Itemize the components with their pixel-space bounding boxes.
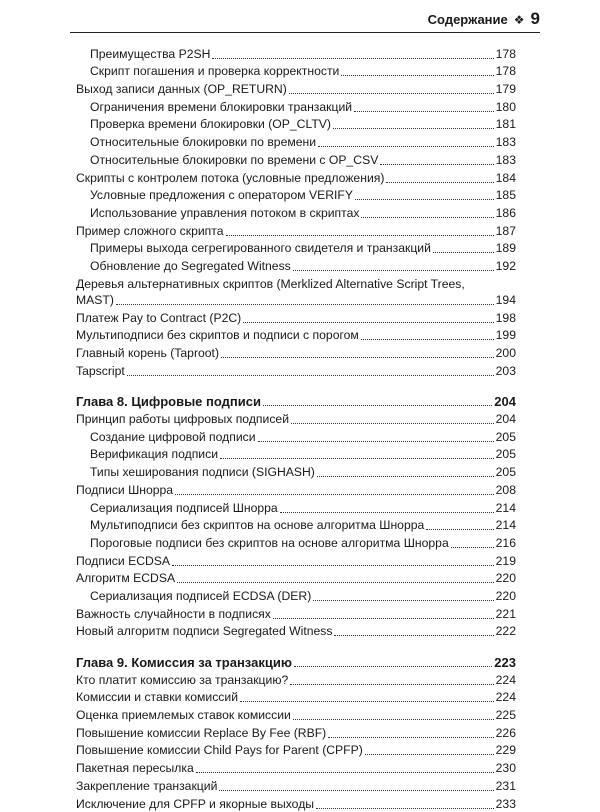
leader-dots (313, 600, 493, 601)
leader-dots (221, 357, 494, 358)
toc-entry-page: 229 (495, 743, 516, 758)
toc-entry-title: Повышение комиссии Child Pays for Parent (CPFP) (76, 743, 363, 758)
toc-entry[interactable] (76, 586, 516, 604)
toc-entry[interactable] (76, 688, 516, 706)
toc-entry-title: Пакетная пересылка (76, 761, 194, 776)
toc-entry-page: 181 (495, 117, 516, 132)
leader-dots (177, 582, 494, 583)
toc-entry-page: 178 (495, 46, 516, 61)
toc-entry[interactable] (76, 723, 516, 741)
toc-entry[interactable] (76, 776, 516, 794)
toc-entry-title: Мультиподписи без скриптов на основе алгоритма Шнорра (90, 518, 425, 533)
leader-dots (433, 252, 494, 253)
leader-dots (280, 512, 494, 513)
toc-entry[interactable] (76, 326, 516, 344)
leader-dots (426, 529, 493, 530)
leader-dots (240, 701, 494, 702)
leader-dots (355, 199, 494, 200)
leader-dots (273, 618, 494, 619)
toc-entry-title: Оценка приемлемых ставок комиссии (76, 708, 291, 723)
toc-entry-page: 200 (495, 346, 516, 360)
toc-entry[interactable] (76, 758, 516, 776)
toc-entry-page: 204 (494, 394, 516, 410)
toc-entry-title: Подписи Шнорра (76, 482, 174, 497)
toc-entry-page: 231 (495, 778, 516, 793)
leader-dots (291, 423, 494, 424)
toc-entry-title: Проверка времени блокировки (OP_CLTV) (90, 117, 331, 132)
toc-entry-title: Использование управления потоком в скриптах (90, 205, 360, 220)
toc-entry-page: 178 (495, 64, 516, 79)
toc-entry[interactable] (76, 62, 516, 80)
toc-entry-page: 203 (495, 363, 516, 378)
toc-entry-title: Комиссии и ставки комиссий (76, 690, 239, 705)
toc-entry-title: Относительные блокировки по времени с OP_CSV (90, 152, 379, 167)
leader-dots (220, 458, 494, 459)
toc-entry-page: 192 (495, 258, 516, 273)
toc-entry-page: 185 (495, 188, 516, 203)
leader-dots (219, 790, 493, 791)
leader-dots (293, 270, 494, 271)
toc-entry-title: Подписи ECDSA (76, 553, 171, 568)
toc-entry-title: Условные предложения с оператором VERIFY (90, 188, 354, 203)
toc-entry[interactable] (76, 604, 516, 622)
leader-dots (316, 808, 494, 809)
toc-entry[interactable] (76, 670, 516, 688)
leader-dots (318, 146, 494, 147)
toc-entry-title: Верификация подписи (90, 447, 219, 462)
toc-entry[interactable] (76, 239, 516, 257)
toc-entry-title: Повышение комиссии Replace By Fee (RBF) (76, 725, 327, 740)
leader-dots (127, 375, 494, 376)
table-of-contents (76, 44, 516, 812)
toc-entry-title: Платеж Pay to Contract (P2C) (76, 310, 242, 325)
toc-entry-page: 180 (495, 99, 516, 114)
toc-entry-title: Закрепление транзакций (76, 778, 218, 793)
toc-entry-page: 199 (495, 328, 516, 343)
leader-dots (361, 339, 494, 340)
toc-entry-title: Новый алгоритм подписи Segregated Witness (76, 624, 333, 639)
toc-entry[interactable] (76, 115, 516, 133)
chapter-gap (76, 639, 516, 652)
toc-entry[interactable] (76, 569, 516, 587)
toc-entry-title: Создание цифровой подписи (90, 429, 256, 444)
toc-entry-title: Типы хеширования подписи (SIGHASH) (90, 465, 315, 480)
header-title: Содержание (427, 12, 508, 27)
leader-dots (172, 565, 494, 566)
toc-entry[interactable] (76, 516, 516, 534)
leader-dots (212, 58, 493, 59)
toc-entry-page: 187 (495, 223, 516, 238)
toc-entry[interactable] (76, 794, 516, 812)
toc-entry-title: Ограничения времени блокировки транзакций (90, 99, 353, 114)
toc-entry-page: 222 (495, 624, 516, 639)
toc-entry-page: 183 (495, 152, 516, 167)
header-ornament-icon: ❖ (513, 13, 525, 27)
toc-entry-title-cont: MAST) (76, 292, 114, 307)
toc-entry-page: 179 (495, 82, 516, 97)
toc-entry-page: 223 (494, 655, 516, 670)
toc-entry-title: Скрипт погашения и проверка корректности (90, 64, 340, 79)
toc-entry-title: Деревья альтернативных скриптов (Merklized Alternative Script Trees, (76, 276, 465, 291)
toc-entry[interactable] (76, 427, 516, 445)
leader-dots (386, 182, 493, 183)
toc-entry-page: 183 (495, 135, 516, 150)
toc-entry-title: Сериализация подписей Шнорра (90, 500, 278, 515)
toc-entry-title: Пример сложного скрипта (76, 223, 224, 238)
toc-entry[interactable] (76, 186, 516, 204)
leader-dots (263, 405, 492, 406)
leader-dots (361, 217, 493, 218)
leader-dots (196, 772, 494, 773)
toc-entry-title: Алгоритм ECDSA (76, 571, 176, 586)
page-number: 9 (530, 9, 540, 28)
leader-dots (258, 441, 494, 442)
toc-entry-title: Сериализация подписей ECDSA (DER) (90, 588, 312, 603)
toc-entry[interactable] (76, 132, 516, 150)
leader-dots (290, 684, 493, 685)
toc-entry-title: Глава 8. Цифровые подписи (76, 394, 261, 410)
toc-entry[interactable] (76, 705, 516, 723)
toc-entry-page: 230 (495, 761, 516, 776)
toc-entry-page: 214 (495, 518, 516, 533)
toc-entry-title: Обновление до Segregated Witness (90, 258, 291, 273)
toc-entry-title: Главный корень (Taproot) (76, 346, 219, 360)
toc-entry-page: 204 (495, 412, 516, 427)
leader-dots (341, 75, 493, 76)
toc-entry-title: Важность случайности в подписях (76, 606, 271, 621)
toc-entry[interactable] (76, 480, 516, 498)
toc-entry-page: 208 (495, 482, 516, 497)
chapter-gap (76, 379, 516, 392)
leader-dots (243, 322, 493, 323)
toc-entry-title: Tapscript (76, 363, 125, 378)
leader-dots (328, 737, 493, 738)
toc-entry[interactable] (76, 533, 516, 551)
toc-entry[interactable] (76, 445, 516, 463)
toc-entry-title: Принцип работы цифровых подписей (76, 412, 290, 427)
leader-dots (317, 476, 494, 477)
toc-entry-title: Относительные блокировки по времени (90, 135, 317, 150)
leader-dots (365, 754, 494, 755)
toc-entry[interactable] (76, 203, 516, 221)
toc-entry-page: 225 (495, 708, 516, 723)
toc-entry-page: 205 (495, 447, 516, 462)
running-header (70, 4, 540, 33)
toc-entry[interactable] (76, 150, 516, 168)
toc-entry-title: Глава 9. Комиссия за транзакцию (76, 655, 292, 670)
toc-entry-title: Мультиподписи без скриптов и подписи с порогом (76, 328, 359, 343)
toc-entry-page: 221 (495, 606, 516, 621)
toc-entry-page: 224 (495, 672, 516, 687)
toc-entry-page: 216 (495, 535, 516, 550)
toc-entry-page: 220 (495, 571, 516, 586)
toc-entry[interactable] (76, 409, 516, 427)
leader-dots (354, 111, 494, 112)
toc-entry[interactable] (76, 343, 516, 361)
toc-entry[interactable] (76, 97, 516, 115)
toc-entry-page: 233 (495, 796, 516, 811)
toc-entry-title: Выход записи данных (OP_RETURN) (76, 82, 287, 97)
toc-entry[interactable] (76, 361, 516, 379)
toc-entry-page: 205 (495, 465, 516, 480)
toc-entry-page: 220 (495, 588, 516, 603)
toc-entry-page: 189 (495, 241, 516, 256)
leader-dots (293, 719, 494, 720)
toc-entry-title: Преимущества P2SH (90, 46, 211, 61)
toc-chapter[interactable] (76, 652, 516, 670)
toc-entry-page: 186 (495, 205, 516, 220)
toc-chapter[interactable] (76, 392, 516, 410)
leader-dots (380, 164, 493, 165)
toc-entry-page: 184 (495, 170, 516, 185)
toc-entry-page: 214 (495, 500, 516, 515)
toc-entry-page: 219 (495, 553, 516, 568)
leader-dots (226, 235, 494, 236)
leader-dots (116, 304, 494, 305)
toc-entry-title: Пороговые подписи без скриптов на основе алгоритма Шнорра (90, 535, 449, 550)
toc-entry[interactable] (76, 462, 516, 480)
toc-entry[interactable] (76, 79, 516, 97)
toc-entry-title: Исключение для CPFP и якорные выходы (76, 796, 315, 811)
leader-dots (175, 494, 494, 495)
toc-entry[interactable] (76, 274, 516, 308)
leader-dots (451, 547, 494, 548)
toc-entry-title: Кто платит комиссию за транзакцию? (76, 672, 289, 687)
toc-entry[interactable] (76, 308, 516, 326)
toc-entry-title: Примеры выхода сегрегированного свидетеля и транзакций (90, 241, 431, 256)
toc-entry[interactable] (76, 622, 516, 640)
toc-entry[interactable] (76, 256, 516, 274)
toc-entry[interactable] (76, 498, 516, 516)
leader-dots (289, 93, 494, 94)
toc-entry-page: 198 (495, 310, 516, 325)
toc-entry-page: 224 (495, 690, 516, 705)
leader-dots (333, 128, 494, 129)
leader-dots (294, 666, 492, 667)
toc-entry[interactable] (76, 168, 516, 186)
toc-entry[interactable] (76, 551, 516, 569)
toc-entry-page: 194 (495, 292, 516, 307)
toc-entry-title: Скрипты с контролем потока (условные предложения) (76, 170, 385, 185)
toc-entry[interactable] (76, 44, 516, 62)
toc-entry[interactable] (76, 221, 516, 239)
toc-entry-page: 205 (495, 429, 516, 444)
leader-dots (334, 635, 493, 636)
toc-entry-page: 226 (495, 725, 516, 740)
